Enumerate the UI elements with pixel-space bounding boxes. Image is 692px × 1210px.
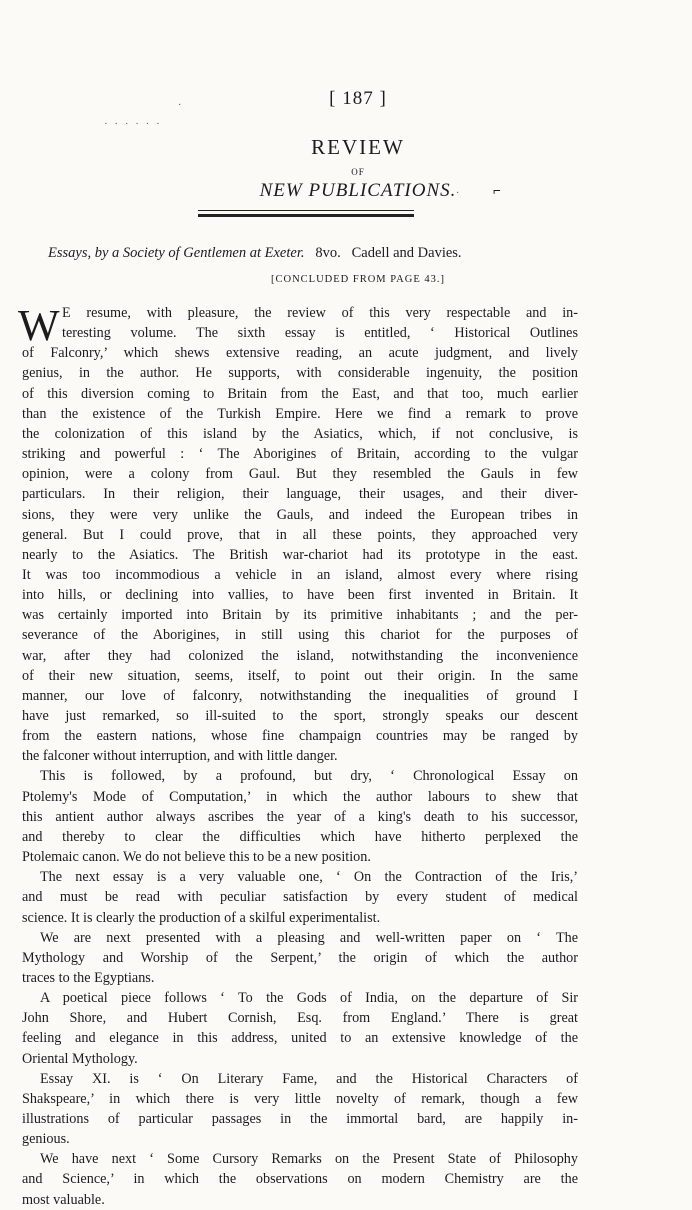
text-line: striking and powerful : ‘ The Aborigines of Britain, according to the vulgar: [22, 446, 578, 463]
drop-cap: W: [18, 301, 60, 350]
text-line: most valuable.: [22, 1191, 105, 1208]
text-line: into hills, or declining into vallies, to have been first invented in Britain. It: [22, 587, 578, 604]
text-line: John Shore, and Hubert Cornish, Esq. from England.’ There is great: [22, 1010, 578, 1027]
text-line: Mythology and Worship of the Serpent,’ the origin of which the author: [22, 949, 578, 966]
text-line: general. But I could prove, that in all these points, they approached very: [22, 526, 578, 543]
text-line: the falconer without interruption, and with little danger.: [22, 748, 338, 765]
stray-dots: · · · · · ·: [104, 118, 162, 130]
title-rule-thick: [198, 214, 414, 217]
stray-mark: ⌐: [493, 184, 501, 199]
text-line: the colonization of this island by the Asiatics, which, if not conclusive, is: [22, 425, 578, 442]
book-citation: [48, 245, 608, 262]
text-line: was certainly imported into Britain by its primitive inhabitants ; and the per-: [22, 607, 578, 624]
text-line: Oriental Mythology.: [22, 1050, 138, 1067]
text-line: Shakspeare,’ in which there is very little novelty of remark, though a few: [22, 1090, 578, 1107]
text-line: of Falconry,’ which shews extensive reading, an acute judgment, and lively: [22, 345, 578, 362]
section-of-label: OF: [351, 167, 365, 177]
text-line: of their new situation, seems, itself, to point out their origin. In the same: [22, 667, 578, 684]
text-line: science. It is clearly the production of a skilful experimentalist.: [22, 909, 381, 926]
book-format: 8vo.: [315, 245, 341, 261]
section-subtitle: NEW PUBLICATIONS.: [259, 180, 457, 201]
book-publisher: Cadell and Davies.: [351, 245, 462, 261]
page-number: [ 187 ]: [329, 88, 387, 109]
text-line: opinion, were a colony from Gaul. But they resembled the Gauls in few: [22, 466, 578, 483]
text-line: illustrations of particular passages in the immortal bard, are happily in-: [22, 1111, 578, 1127]
text-line: Ptolemaic canon. We do not believe this to be a new position.: [22, 849, 371, 866]
text-line: nearly to the Asiatics. The British war-chariot had its prototype in the east.: [22, 546, 578, 563]
text-line: and thereby to clear the difficulties which have hitherto perplexed the: [22, 828, 578, 845]
section-title: REVIEW: [311, 135, 405, 159]
book-title: Essays, by a Society of Gentlemen at Exeter.: [48, 245, 305, 261]
text-line: traces to the Egyptians.: [22, 969, 155, 986]
text-line: and Science,’ in which the observations on modern Chemistry are the: [22, 1171, 578, 1188]
text-line: We are next presented with a pleasing and well-written paper on ‘ The: [40, 929, 578, 946]
text-line: genious.: [22, 1131, 70, 1148]
text-line: war, after they had colonized the island, notwithstanding the inconvenience: [22, 647, 578, 664]
text-line: have just remarked, so ill-suited to the sport, strongly speaks our descent: [22, 708, 578, 724]
text-line: severance of the Aborigines, in still using this chariot for the purposes of: [22, 627, 578, 644]
text-line: from the eastern nations, whose fine champaign countries may be ranged by: [22, 728, 578, 745]
text-line: This is followed, by a profound, but dry, ‘ Chronological Essay on: [40, 768, 578, 785]
title-rule-thin: [198, 210, 414, 211]
text-line: manner, our love of falconry, notwithstanding the inequalities of ground I: [22, 687, 578, 704]
text-line: Ptolemy's Mode of Computation,’ in which the author labours to shew that: [22, 788, 578, 805]
text-line: this antient author always ascribes the year of a king's death to his successor,: [22, 808, 578, 825]
text-line: particulars. In their religion, their language, their usages, and their diver-: [22, 486, 578, 503]
text-line: A poetical piece follows ‘ To the Gods of India, on the departure of Sir: [40, 990, 578, 1007]
stray-mark: ·: [178, 100, 182, 111]
text-line: Essay XI. is ‘ On Literary Fame, and the Historical Characters of: [40, 1070, 578, 1087]
text-line: teresting volume. The sixth essay is entitled, ‘ Historical Outlines: [62, 325, 578, 342]
text-line: of this diversion coming to Britain from the East, and that too, much earlier: [22, 385, 578, 402]
text-line: genius, in the author. He supports, with considerable ingenuity, the position: [22, 365, 578, 382]
text-line: It was too incommodious a vehicle in an island, almost every where rising: [22, 566, 578, 583]
text-line: We have next ‘ Some Cursory Remarks on the Present State of Philosophy: [40, 1151, 578, 1168]
text-line: The next essay is a very valuable one, ‘ On the Contraction of the Iris,’: [40, 869, 578, 886]
concluded-note: [CONCLUDED FROM PAGE 43.]: [271, 274, 445, 285]
text-line: feeling and elegance in this address, united to an extensive knowledge of the: [22, 1030, 578, 1047]
text-line: and must be read with peculiar satisfaction by every student of medical: [22, 889, 578, 906]
text-line: sions, they were very unlike the Gauls, and indeed the European tribes in: [22, 506, 578, 523]
stray-mark: ·: [456, 188, 460, 199]
text-line: than the existence of the Turkish Empire. Here we find a remark to prove: [22, 405, 578, 422]
text-line: E resume, with pleasure, the review of this very respectable and in-: [62, 305, 578, 321]
